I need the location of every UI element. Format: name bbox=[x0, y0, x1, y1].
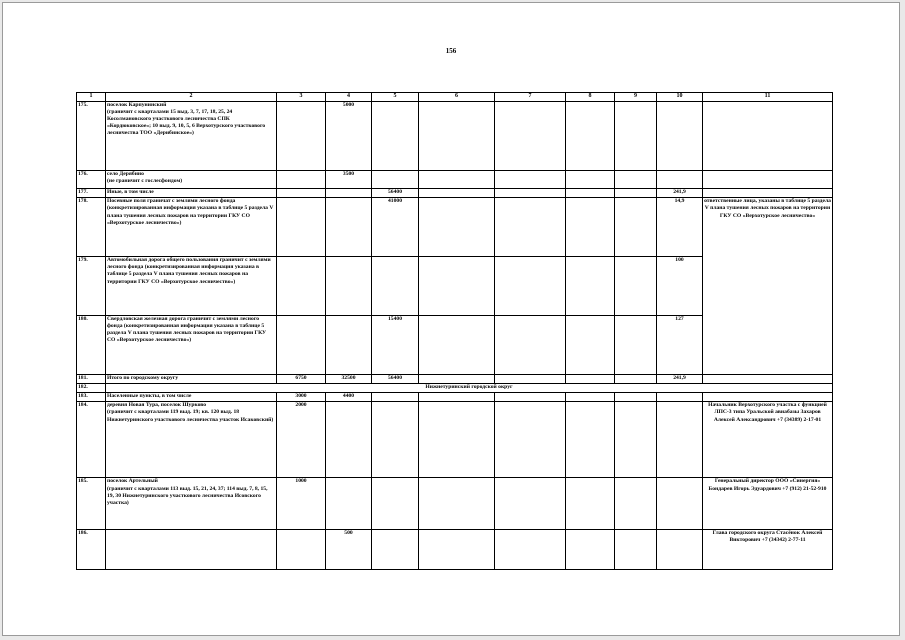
cell-col10: 100 bbox=[657, 257, 703, 316]
column-header: 1 bbox=[77, 93, 106, 102]
cell-col6 bbox=[419, 316, 495, 375]
cell-col11 bbox=[703, 189, 833, 198]
cell-col9 bbox=[615, 198, 657, 257]
table-row bbox=[77, 198, 833, 257]
cell-col5 bbox=[372, 402, 419, 478]
row-number: 177. bbox=[77, 189, 106, 198]
column-header: 8 bbox=[566, 93, 615, 102]
cell-col7 bbox=[495, 170, 566, 188]
cell-col6 bbox=[419, 257, 495, 316]
cell-col8 bbox=[566, 189, 615, 198]
cell-col6 bbox=[419, 374, 495, 383]
cell-col8 bbox=[566, 402, 615, 478]
cell-col11 bbox=[703, 170, 833, 188]
cell-col5 bbox=[372, 170, 419, 188]
cell-col5: 15400 bbox=[372, 316, 419, 375]
cell-col5 bbox=[372, 478, 419, 530]
settlement-details: (граничит с кварталами 119 выд. 19; кв. 120 выд. 18 Нижнетуринского участкового лесничества участок Исаковский) bbox=[107, 409, 274, 423]
table-row bbox=[77, 402, 833, 478]
cell-col4: 32500 bbox=[326, 374, 372, 383]
cell-col5 bbox=[372, 101, 419, 170]
cell-col10 bbox=[657, 170, 703, 188]
cell-col3: 6750 bbox=[277, 374, 326, 383]
cell-col8 bbox=[566, 393, 615, 402]
cell-col9 bbox=[615, 257, 657, 316]
cell-col8 bbox=[566, 101, 615, 170]
table-row bbox=[77, 393, 833, 402]
row-number: 175. bbox=[77, 101, 106, 170]
row-number: 185. bbox=[77, 478, 106, 530]
cell-col4 bbox=[326, 402, 372, 478]
settlement-name: деревня Новая Тура, поселок Шурково bbox=[107, 402, 207, 409]
row-number: 180. bbox=[77, 316, 106, 375]
row-number: 181. bbox=[77, 374, 106, 383]
settlement-name: поселок Артельный bbox=[107, 478, 158, 485]
cell-col7 bbox=[495, 101, 566, 170]
data-table bbox=[76, 92, 833, 570]
cell-col3: 1000 bbox=[277, 478, 326, 530]
cell-col4 bbox=[326, 257, 372, 316]
cell-col3 bbox=[277, 257, 326, 316]
document-page bbox=[2, 2, 900, 636]
cell-col9 bbox=[615, 478, 657, 530]
settlement-details: (граничит с кварталами 113 выд. 15, 21, 24, 37; 114 выд. 7, 8, 15, 19, 30 Нижнетуринского участкового лесничества Исовского участка) bbox=[107, 485, 268, 506]
cell-col3 bbox=[277, 170, 326, 188]
row-description bbox=[106, 530, 277, 570]
row-number: 179. bbox=[77, 257, 106, 316]
cell-col7 bbox=[495, 257, 566, 316]
page-number: 156 bbox=[445, 47, 457, 55]
cell-col5 bbox=[372, 530, 419, 570]
cell-col6 bbox=[419, 101, 495, 170]
cell-col7 bbox=[495, 393, 566, 402]
cell-col10 bbox=[657, 402, 703, 478]
row-description: Населенные пункты, в том числе bbox=[106, 393, 277, 402]
cell-col3 bbox=[277, 316, 326, 375]
cell-col3: 2000 bbox=[277, 402, 326, 478]
cell-col4: 3500 bbox=[326, 170, 372, 188]
cell-col7 bbox=[495, 316, 566, 375]
cell-col9 bbox=[615, 393, 657, 402]
cell-col4: 4400 bbox=[326, 393, 372, 402]
cell-col7 bbox=[495, 530, 566, 570]
cell-col8 bbox=[566, 316, 615, 375]
column-header: 9 bbox=[615, 93, 657, 102]
column-header: 4 bbox=[326, 93, 372, 102]
cell-col3 bbox=[277, 198, 326, 257]
cell-col4 bbox=[326, 478, 372, 530]
cell-col3 bbox=[277, 101, 326, 170]
cell-col10 bbox=[657, 101, 703, 170]
cell-col4 bbox=[326, 198, 372, 257]
settlement-name: село Дерябино bbox=[107, 170, 144, 177]
cell-col5 bbox=[372, 393, 419, 402]
cell-col8 bbox=[566, 478, 615, 530]
table-header-row bbox=[77, 93, 833, 102]
cell-col8 bbox=[566, 170, 615, 188]
cell-col10 bbox=[657, 530, 703, 570]
cell-col10: 14,9 bbox=[657, 198, 703, 257]
cell-col3 bbox=[277, 189, 326, 198]
row-description: Посевные поля граничат с землями лесного фонда (конкретизированная информация указана в таблице 5 раздела V плана тушения лесных пожаров на территории ГКУ СО «Верхотурское лесничество») bbox=[106, 198, 277, 257]
cell-col5: 56400 bbox=[372, 189, 419, 198]
cell-col3: 3000 bbox=[277, 393, 326, 402]
row-description: Иные, в том числе bbox=[106, 189, 277, 198]
column-header: 5 bbox=[372, 93, 419, 102]
cell-col10: 127 bbox=[657, 316, 703, 375]
cell-col9 bbox=[615, 530, 657, 570]
cell-col6 bbox=[419, 402, 495, 478]
cell-col6 bbox=[419, 530, 495, 570]
row-description: Автомобильная дорога общего пользования граничит с землями лесного фонда (конкретизированная информация указана в таблице 5 раздела V плана тушения лесных пожаров на территории ГКУ СО «Верхотурское лесничество») bbox=[106, 257, 277, 316]
column-header: 2 bbox=[106, 93, 277, 102]
column-header: 10 bbox=[657, 93, 703, 102]
settlement-details: (граничит с кварталами 15 выд. 3, 7, 17, 18, 25, 24 Косолмановского участкового лесничества СПК «Кордюковское»; 10 выд. 9, 10, 5, 6 Верхотурского участкового лесничества ТОО «Дерибинское») bbox=[107, 108, 266, 137]
cell-col5: 41000 bbox=[372, 198, 419, 257]
column-header: 7 bbox=[495, 93, 566, 102]
responsible-contact: Глава городского округа Стасёнок Алексей Викторович +7 (34342) 2-77-11 bbox=[703, 530, 833, 570]
row-description bbox=[106, 402, 277, 478]
cell-col9 bbox=[615, 170, 657, 188]
table-row bbox=[77, 530, 833, 570]
table-row bbox=[77, 374, 833, 383]
cell-col9 bbox=[615, 189, 657, 198]
cell-col6 bbox=[419, 478, 495, 530]
responsible-contact: Генеральный директор ООО «Синергия» Бондарев Игорь Эдуардович +7 (912) 21-52-910 bbox=[703, 478, 833, 530]
table-row bbox=[77, 384, 833, 393]
cell-col8 bbox=[566, 530, 615, 570]
row-description bbox=[106, 478, 277, 530]
cell-col6 bbox=[419, 170, 495, 188]
cell-col9 bbox=[615, 374, 657, 383]
column-header: 3 bbox=[277, 93, 326, 102]
responsible-contact: Начальник Верхотурского участка с функцией ЛПС-3 типа Уральской авиабазы Захаров Алексей Александрович +7 (34389) 2-17-01 bbox=[703, 402, 833, 478]
cell-col4: 5000 bbox=[326, 101, 372, 170]
cell-col10: 241,9 bbox=[657, 374, 703, 383]
cell-col3 bbox=[277, 530, 326, 570]
row-number: 183. bbox=[77, 393, 106, 402]
cell-col5: 56400 bbox=[372, 374, 419, 383]
cell-col7 bbox=[495, 189, 566, 198]
row-number: 186. bbox=[77, 530, 106, 570]
responsible-persons: ответственные лица, указаны в таблице 5 раздела V плана тушения лесных пожаров на территории ГКУ СО «Верхотурское лесничество» bbox=[703, 198, 833, 375]
column-header: 11 bbox=[703, 93, 833, 102]
column-header: 6 bbox=[419, 93, 495, 102]
table-row bbox=[77, 478, 833, 530]
table-row bbox=[77, 189, 833, 198]
cell-col11 bbox=[703, 101, 833, 170]
cell-col6 bbox=[419, 198, 495, 257]
section-title: Нижнетуринский городской округ bbox=[106, 384, 833, 393]
row-description: Итого по городскому округу bbox=[106, 374, 277, 383]
cell-col9 bbox=[615, 316, 657, 375]
settlement-name: поселок Карпунинский bbox=[107, 101, 167, 108]
cell-col5 bbox=[372, 257, 419, 316]
row-description bbox=[106, 101, 277, 170]
row-description bbox=[106, 170, 277, 188]
cell-col7 bbox=[495, 402, 566, 478]
cell-col10 bbox=[657, 478, 703, 530]
row-number: 178. bbox=[77, 198, 106, 257]
row-number: 182. bbox=[77, 384, 106, 393]
cell-col10 bbox=[657, 393, 703, 402]
cell-col7 bbox=[495, 374, 566, 383]
cell-col7 bbox=[495, 478, 566, 530]
row-description: Свердловская железная дорога граничит с землями лесного фонда (конкретизированная информация указана в таблице 5 раздела V плана тушения лесных пожаров на территории ГКУ СО «Верхотурское лесничество») bbox=[106, 316, 277, 375]
cell-col8 bbox=[566, 257, 615, 316]
cell-col4 bbox=[326, 316, 372, 375]
table-row bbox=[77, 170, 833, 188]
settlement-details: (не граничит с гослесфондом) bbox=[107, 178, 183, 184]
cell-col4 bbox=[326, 189, 372, 198]
row-number: 184. bbox=[77, 402, 106, 478]
cell-col6 bbox=[419, 393, 495, 402]
cell-col9 bbox=[615, 402, 657, 478]
cell-col9 bbox=[615, 101, 657, 170]
cell-col8 bbox=[566, 374, 615, 383]
row-number: 176. bbox=[77, 170, 106, 188]
cell-col8 bbox=[566, 198, 615, 257]
cell-col10: 241,9 bbox=[657, 189, 703, 198]
cell-col11 bbox=[703, 374, 833, 383]
table-row bbox=[77, 101, 833, 170]
cell-col6 bbox=[419, 189, 495, 198]
cell-col7 bbox=[495, 198, 566, 257]
cell-col11 bbox=[703, 393, 833, 402]
cell-col4: 500 bbox=[326, 530, 372, 570]
